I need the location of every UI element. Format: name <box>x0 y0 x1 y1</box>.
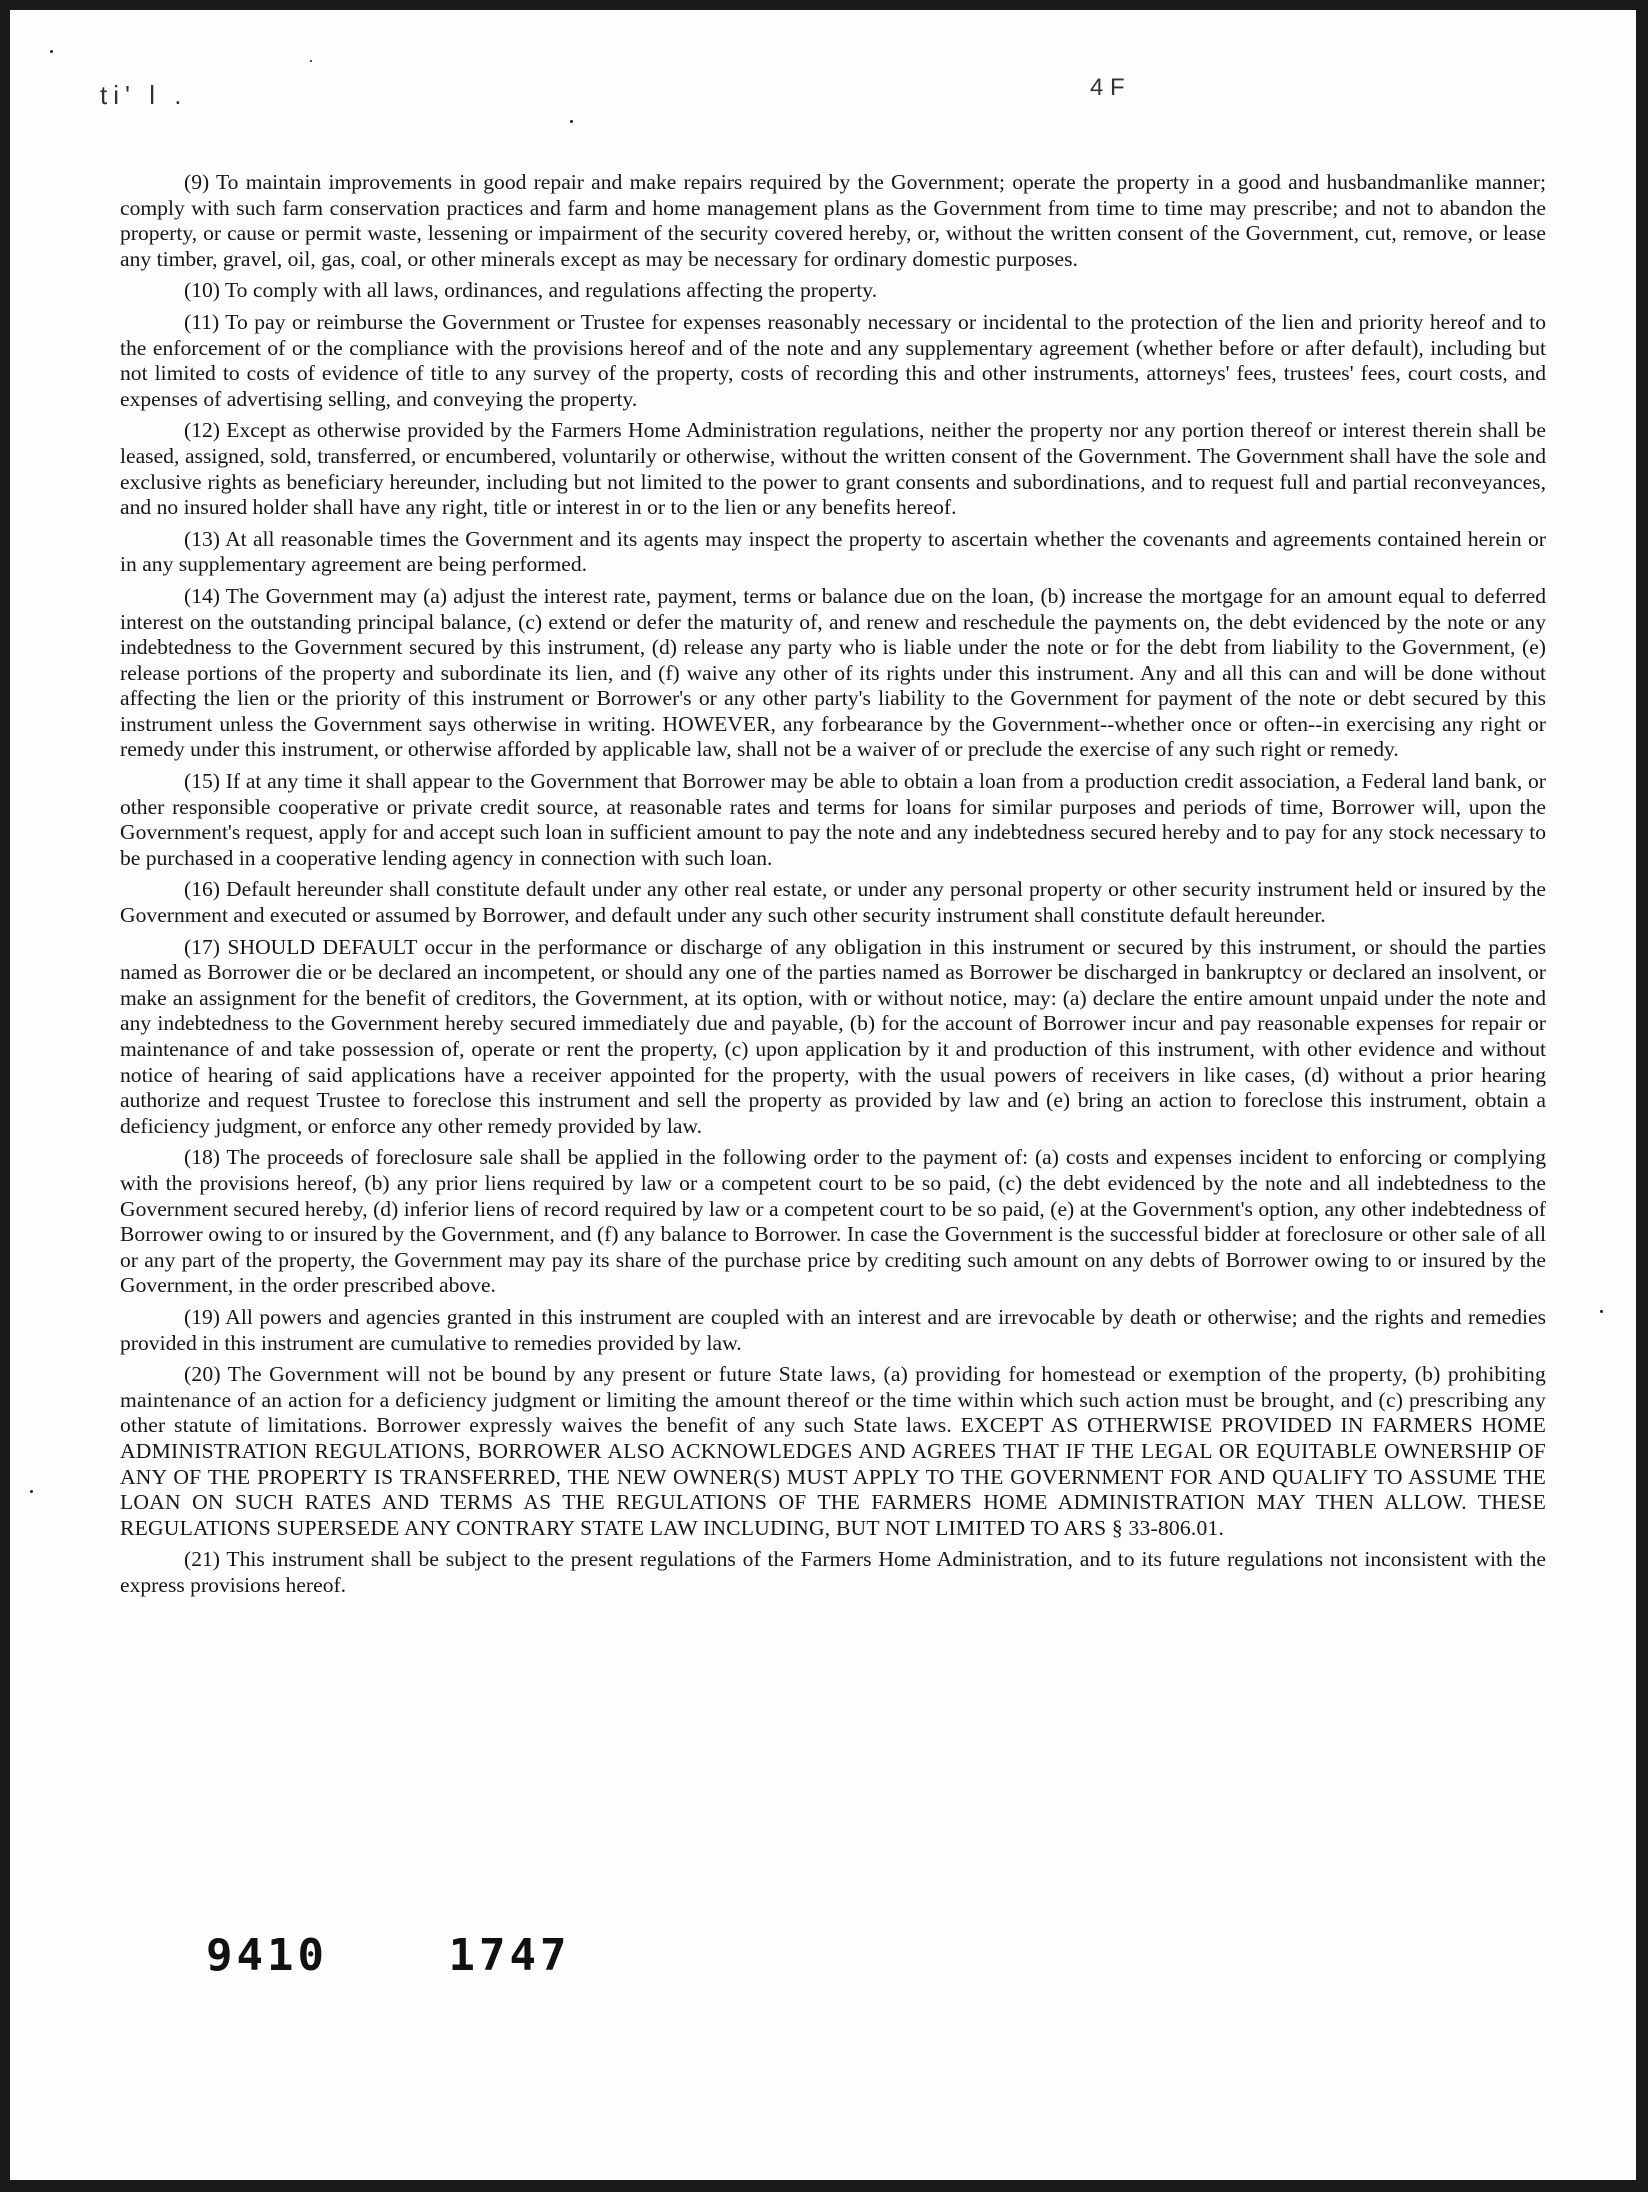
scan-speck <box>1600 1310 1603 1313</box>
document-page <box>10 10 1636 2180</box>
paragraph-9: (9) To maintain improvements in good repair and make repairs required by the Government; operate the property in a good and husbandmanlike manner; comply with such farm conservation practices and farm and home management plans as the Government from time to time may prescribe; and not to abandon the property, or cause or permit waste, lessening or impairment of the security covered hereby, or, without the written consent of the Government, cut, remove, or lease any timber, gravel, oil, gas, coal, or other minerals except as may be necessary for ordinary domestic purposes. <box>120 170 1546 271</box>
header-mark-left: ti' l . <box>100 80 188 110</box>
header-marks <box>90 70 1490 140</box>
paragraph-15: (15) If at any time it shall appear to the Government that Borrower may be able to obtain a loan from a production credit association, a Federal land bank, or other responsible cooperative or private credit source, at reasonable rates and terms for loans for similar purposes and periods of time, Borrower will, upon the Government's request, apply for and accept such loan in sufficient amount to pay the note and any indebtedness secured hereby and to pay for any stock necessary to be purchased in a cooperative lending agency in connection with such loan. <box>120 769 1546 870</box>
recording-number-book: 9410 <box>206 1930 328 1981</box>
paragraph-12: (12) Except as otherwise provided by the Farmers Home Administration regulations, neither the property nor any portion thereof or interest therein shall be leased, assigned, sold, transferred, or encumbered, voluntarily or otherwise, without the written consent of the Government. The Government shall have the sole and exclusive rights as beneficiary hereunder, including but not limited to the power to grant consents and subordinations, and to request full and partial reconveyances, and no insured holder shall have any right, title or interest in or to the lien or any benefits hereof. <box>120 418 1546 520</box>
recording-number-page: 1747 <box>448 1930 571 1981</box>
header-mark-right: 4 F <box>1090 74 1125 101</box>
paragraph-11: (11) To pay or reimburse the Government or Trustee for expenses reasonably necessary or incidental to the protection of the lien and priority hereof and to the enforcement of or the compliance with the provisions hereof and of the note and any supplementary agreement (whether before or after default), including but not limited to costs of evidence of title to any survey of the property, costs of recording this and other instruments, attorneys' fees, trustees' fees, court costs, and expenses of advertising selling, and conveying the property. <box>120 309 1546 411</box>
scan-speck <box>30 1490 33 1493</box>
scan-speck <box>50 50 53 53</box>
paragraph-20: (20) The Government will not be bound by any present or future State laws, (a) providing for homestead or exemption of the property, (b) prohibiting maintenance of an action for a deficiency judgment or limiting the amount thereof or the time within which such action must be brought, and (c) prescribing any other statute of limitations. Borrower expressly waives the benefit of any such State laws. EXCEPT AS OTHERWISE PROVIDED IN FARMERS HOME ADMINISTRATION REGULATIONS, BORROWER ALSO ACKNOWLEDGES AND AGREES THAT IF THE LEGAL OR EQUITABLE OWNERSHIP OF ANY OF THE PROPERTY IS TRANSFERRED, THE NEW OWNER(S) MUST APPLY TO THE GOVERNMENT FOR AND QUALIFY TO ASSUME THE LOAN ON SUCH RATES AND TERMS AS THE REGULATIONS OF THE FARMERS HOME ADMINISTRATION MAY THEN ALLOW. THESE REGULATIONS SUPERSEDE ANY CONTRARY STATE LAW INCLUDING, BUT NOT LIMITED TO ARS § 33-806.01. <box>120 1362 1546 1540</box>
paragraph-19: (19) All powers and agencies granted in this instrument are coupled with an interest and are irrevocable by death or otherwise; and the rights and remedies provided in this instrument are cumulative to remedies provided by law. <box>120 1304 1546 1355</box>
document-body <box>120 170 1546 1604</box>
paragraph-13: (13) At all reasonable times the Government and its agents may inspect the property to ascertain whether the covenants and agreements contained herein or in any supplementary agreement are being performed. <box>120 526 1546 577</box>
recording-number <box>206 1930 660 1981</box>
paragraph-16: (16) Default hereunder shall constitute default under any other real estate, or under any personal property or other security instrument held or insured by the Government and executed or assumed by Borrower, and default under any such other security instrument shall constitute default hereunder. <box>120 877 1546 928</box>
paragraph-10: (10) To comply with all laws, ordinances, and regulations affecting the property. <box>184 278 878 303</box>
paragraph-18: (18) The proceeds of foreclosure sale shall be applied in the following order to the payment of: (a) costs and expenses incident to enforcing or complying with the provisions hereof, (b) any prior liens required by law or a competent court to be so paid, (c) the debt evidenced by the note and all indebtedness to the Government secured hereby, (d) inferior liens of record required by law or a competent court to be so paid, (e) at the Government's option, any other indebtedness of Borrower owing to or insured by the Government, and (f) any balance to Borrower. In case the Government is the successful bidder at foreclosure or other sale of all or any part of the property, the Government may pay its share of the purchase price by crediting such amount on any debts of Borrower owing to or insured by the Government, in the order prescribed above. <box>120 1145 1546 1298</box>
paragraph-21: (21) This instrument shall be subject to the present regulations of the Farmers Home Administration, and to its future regulations not inconsistent with the express provisions hereof. <box>120 1547 1546 1597</box>
scan-speck <box>310 60 312 62</box>
paragraph-14: (14) The Government may (a) adjust the interest rate, payment, terms or balance due on the loan, (b) increase the mortgage for an amount equal to deferred interest on the outstanding principal balance, (c) extend or defer the maturity of, and renew and reschedule the payments on, the debt evidenced by the note or any indebtedness to the Government secured by this instrument, (d) release any party who is liable under the note or for the debt from liability to the Government, (e) release portions of the property and subordinate its lien, and (f) waive any other of its rights under this instrument. Any and all this can and will be done without affecting the lien or the priority of this instrument or Borrower's or any other party's liability to the Government for payment of the note or debt secured by this instrument unless the Government says otherwise in writing. HOWEVER, any forbearance by the Government--whether once or often--in exercising any right or remedy under this instrument, or otherwise afforded by applicable law, shall not be a waiver of or preclude the exercise of any such right or remedy. <box>120 583 1546 762</box>
paragraph-17: (17) SHOULD DEFAULT occur in the performance or discharge of any obligation in this instrument or secured by this instrument, or should the parties named as Borrower die or be declared an incompetent, or should any one of the parties named as Borrower be discharged in bankruptcy or declared an insolvent, or make an assignment for the benefit of creditors, the Government, at its option, with or without notice, may: (a) declare the entire amount unpaid under the note and any indebtedness to the Government hereby secured immediately due and payable, (b) for the account of Borrower incur and pay reasonable expenses for repair or maintenance of and take possession of, operate or rent the property, (c) upon application by it and production of this instrument, with other evidence and without notice of hearing of said applications have a receiver appointed for the property, with the usual powers of receivers in like cases, (d) without a prior hearing authorize and request Trustee to foreclose this instrument and sell the property as provided by law and (e) bring an action to foreclose this instrument, obtain a deficiency judgment, or enforce any other remedy provided by law. <box>120 934 1546 1138</box>
